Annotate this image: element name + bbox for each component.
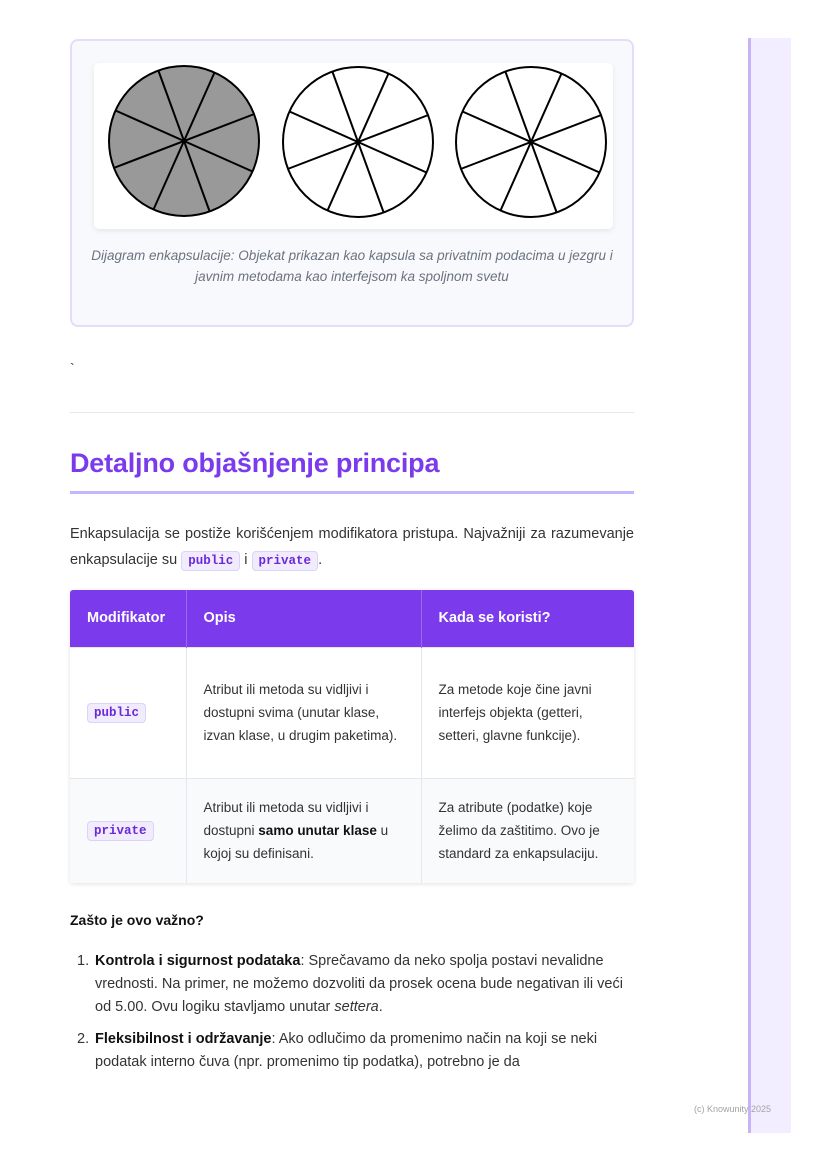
- intro-text: Enkapsulacija se postiže korišćenjem modifikatora pristupa. Najvažniji za razumevanje enkapsulacije su: [70, 526, 634, 568]
- diagram-circle-1: [109, 66, 259, 216]
- modifiers-table: [70, 590, 634, 883]
- code-private: private: [87, 821, 154, 841]
- table-row: [70, 778, 634, 883]
- list-number: 1.: [77, 953, 90, 969]
- cell-kada: Za atribute (podatke) koje želimo da zaštitimo. Ovo je standard za enkapsulaciju.: [421, 778, 634, 883]
- diagram-circle-2: [283, 67, 433, 217]
- why-heading: Zašto je ovo važno?: [70, 912, 204, 928]
- intro-text-end: .: [318, 552, 323, 568]
- list-item: [70, 1028, 640, 1074]
- cell-modifier: [70, 778, 186, 883]
- footer-copyright: (c) Knowunity 2025: [694, 1104, 772, 1114]
- side-panel: [748, 38, 791, 1133]
- code-public: public: [181, 551, 240, 571]
- code-public: public: [87, 703, 146, 723]
- intro-text-mid: i: [240, 552, 252, 568]
- cell-kada: Za metode koje čine javni interfejs objekta (getteri, setteri, glavne funkcije).: [421, 647, 634, 778]
- list-item-italic: settera: [334, 999, 379, 1015]
- list-item-text: : Ako odlučimo da promenimo način na koji se neki podatak interno čuva (npr. promenimo tip podatka), potrebno je da: [95, 1031, 598, 1070]
- table-header-row: [70, 590, 634, 647]
- list-item: [70, 950, 640, 1019]
- opis-bold: samo unutar klase: [258, 823, 377, 839]
- diagram-circle-3: [456, 67, 606, 217]
- header-modifikator: Modifikator: [70, 590, 186, 647]
- figure-card: [70, 39, 634, 327]
- code-private: private: [252, 551, 319, 571]
- table-row: [70, 647, 634, 778]
- encapsulation-diagram: [94, 63, 613, 229]
- cell-opis: [186, 778, 421, 883]
- header-opis: Opis: [186, 590, 421, 647]
- stray-backtick: `: [70, 360, 75, 376]
- list-item-end: .: [378, 999, 383, 1015]
- intro-paragraph: [70, 521, 634, 574]
- figure-caption: Dijagram enkapsulacije: Objekat prikazan kao kapsula sa privatnim podacima u jezgru i javnim metodama kao interfejsom ka spoljnom svetu: [91, 248, 613, 284]
- opis-text: Atribut ili metoda su vidljivi i dostupni: [203, 800, 369, 839]
- cell-opis: Atribut ili metoda su vidljivi i dostupni svima (unutar klase, izvan klase, u drugim paketima).: [186, 647, 421, 778]
- header-kada: Kada se koristi?: [421, 590, 634, 647]
- list-number: 2.: [77, 1031, 90, 1047]
- why-list: [70, 950, 640, 1083]
- list-item-text: : Sprečavamo da neko spolja postavi nevalidne vrednosti. Na primer, ne možemo dozvoliti da prosek ocena bude negativan ili veći od 5.00. Ovu logiku stavljamo unutar: [95, 953, 623, 1015]
- encapsulation-diagram-image: [94, 63, 613, 229]
- list-item-bold: Kontrola i sigurnost podataka: [95, 953, 301, 969]
- horizontal-divider: [70, 412, 634, 413]
- opis-text-end: u kojoj su definisani.: [203, 823, 389, 862]
- section-title: Detaljno objašnjenje principa: [70, 448, 634, 494]
- cell-modifier: [70, 647, 186, 778]
- list-item-bold: Fleksibilnost i održavanje: [95, 1031, 272, 1047]
